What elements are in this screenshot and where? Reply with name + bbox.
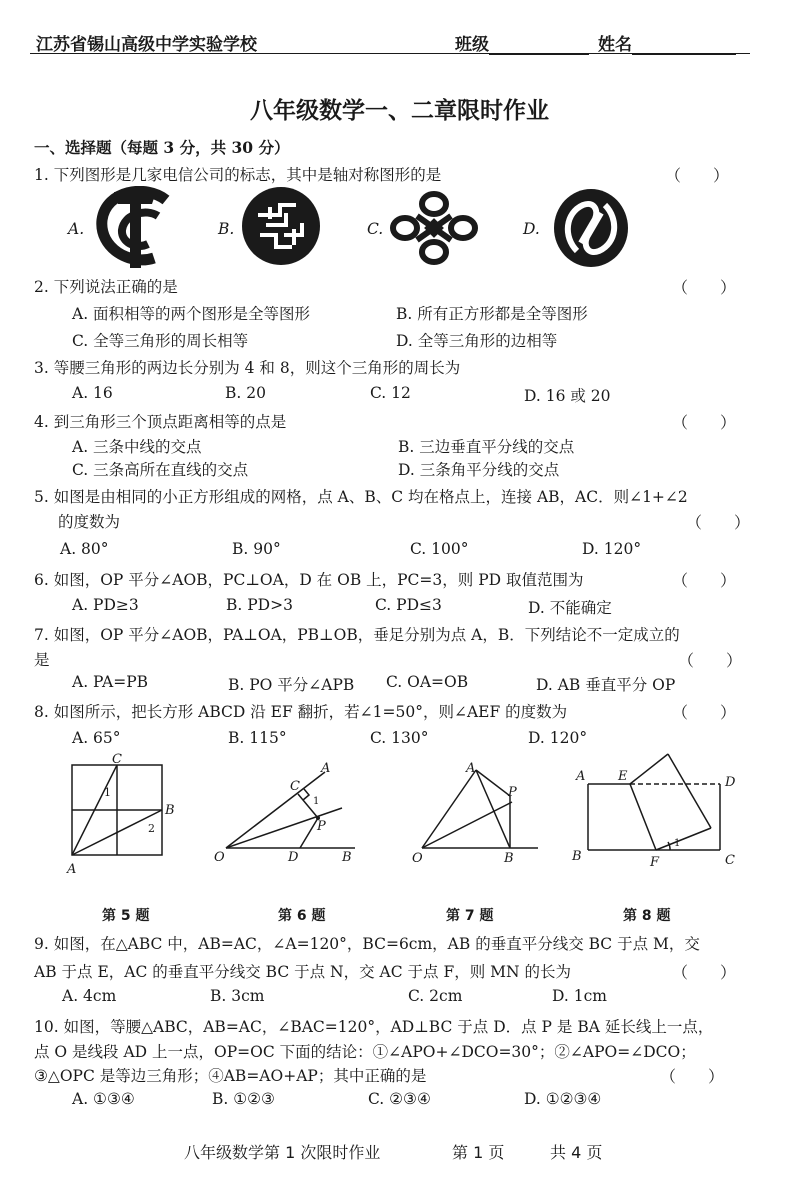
figure-5-caption: 第 5 题 xyxy=(102,908,150,924)
q6-option-d: D. 不能确定 xyxy=(528,599,612,617)
q1-stem: 1. 下列图形是几家电信公司的标志，其中是轴对称图形的是 xyxy=(34,166,442,184)
fig8-angle-1: 1 xyxy=(674,838,681,849)
q2-option-b: B. 所有正方形都是全等图形 xyxy=(396,305,588,323)
q7-stem-line2: 是 xyxy=(34,651,50,669)
q6-option-c: C. PD≤3 xyxy=(375,596,442,614)
fig5-label-b: B xyxy=(165,803,175,818)
q4-option-b: B. 三边垂直平分线的交点 xyxy=(398,438,575,456)
figure-6-caption: 第 6 题 xyxy=(278,908,326,924)
q9-stem-line2: AB 于点 E，AC 的垂直平分线交 BC 于点 N，交 AC 于点 F，则 MN 的长为 xyxy=(34,963,571,981)
q5-stem-line2: 的度数为 xyxy=(58,513,121,531)
class-label: 班级 xyxy=(455,35,489,55)
q8-option-b: B. 115° xyxy=(228,729,287,747)
class-field xyxy=(455,30,589,55)
q9-option-b: B. 3cm xyxy=(210,987,265,1005)
q2-answer-paren: （ ） xyxy=(672,278,737,297)
section-heading: 一、选择题（每题 3 分，共 30 分） xyxy=(34,138,290,157)
q3-option-b: B. 20 xyxy=(225,384,266,402)
q3-option-c: C. 12 xyxy=(370,384,411,402)
q10-answer-paren: （ ） xyxy=(660,1067,725,1086)
q6-option-b: B. PD>3 xyxy=(226,596,293,614)
name-label: 姓名 xyxy=(598,35,632,55)
q1-option-a: A. xyxy=(68,220,85,238)
q3-option-a: A. 16 xyxy=(72,384,113,402)
footer-total-pages: 共 4 页 xyxy=(550,1143,603,1162)
q4-stem: 4. 到三角形三个顶点距离相等的点是 xyxy=(34,413,287,431)
fig8-label-a: A xyxy=(576,769,586,784)
fig8-label-f: F xyxy=(650,855,660,870)
q4-answer-paren: （ ） xyxy=(672,413,737,432)
fig8-label-e: E xyxy=(618,769,628,784)
q9-answer-paren: （ ） xyxy=(672,963,737,982)
fig6-label-a: A xyxy=(321,761,331,776)
q9-option-c: C. 2cm xyxy=(408,987,463,1005)
q3-option-d: D. 16 或 20 xyxy=(524,387,611,405)
q1-answer-paren: （ ） xyxy=(665,166,730,185)
q8-option-d: D. 120° xyxy=(528,729,588,747)
fig8-label-c: C xyxy=(725,853,735,868)
fig5-angle-2: 2 xyxy=(148,822,155,835)
logo-b-image xyxy=(240,185,322,267)
q10-option-c: C. ②③④ xyxy=(368,1090,431,1108)
logo-a-image xyxy=(96,186,176,270)
fig6-label-p: P xyxy=(317,819,326,834)
fig5-angle-1: 1 xyxy=(104,786,111,799)
fig6-label-b: B xyxy=(342,850,352,865)
figure-8-caption: 第 8 题 xyxy=(623,908,671,924)
q9-option-d: D. 1cm xyxy=(552,987,607,1005)
q5-answer-paren: （ ） xyxy=(686,513,751,532)
q10-stem-line2: 点 O 是线段 AD 上一点，OP=OC 下面的结论：①∠APO+∠DCO=30°；②∠APO=∠DCO； xyxy=(34,1043,696,1061)
figure-6 xyxy=(210,758,370,868)
class-blank xyxy=(489,54,589,55)
fig7-label-b: B xyxy=(504,851,514,866)
fig5-label-c: C xyxy=(112,752,122,767)
figure-5 xyxy=(62,752,184,878)
name-blank xyxy=(632,54,736,55)
fig5-label-a: A xyxy=(67,862,77,877)
q2-option-c: C. 全等三角形的周长相等 xyxy=(72,332,249,350)
q5-option-c: C. 100° xyxy=(410,540,469,558)
q5-stem-line1: 5. 如图是由相同的小正方形组成的网格，点 A、B、C 均在格点上，连接 AB，AC．则∠1+∠2 xyxy=(34,488,688,506)
q9-stem-line1: 9. 如图，在△ABC 中，AB=AC，∠A=120°，BC=6cm，AB 的垂直平分线交 BC 于点 M，交 xyxy=(34,935,700,953)
q4-option-c: C. 三条高所在直线的交点 xyxy=(72,461,249,479)
header-rule xyxy=(30,53,750,54)
logo-c-image xyxy=(389,190,479,266)
q2-option-d: D. 全等三角形的边相等 xyxy=(396,332,558,350)
q10-stem-line3: ③△OPC 是等边三角形；④AB=AO+AP；其中正确的是 xyxy=(34,1067,427,1085)
fig7-label-a: A xyxy=(466,761,476,776)
footer-title: 八年级数学第 1 次限时作业 xyxy=(184,1143,381,1162)
fig8-label-b: B xyxy=(572,849,582,864)
q10-option-d: D. ①②③④ xyxy=(524,1090,602,1108)
q5-option-b: B. 90° xyxy=(232,540,281,558)
q1-option-d: D. xyxy=(523,220,540,238)
q8-stem: 8. 如图所示，把长方形 ABCD 沿 EF 翻折，若∠1=50°，则∠AEF 的度数为 xyxy=(34,703,568,721)
q7-option-d: D. AB 垂直平分 OP xyxy=(536,676,676,694)
q7-option-c: C. OA=OB xyxy=(386,673,469,691)
q7-option-a: A. PA=PB xyxy=(72,673,149,691)
q8-option-a: A. 65° xyxy=(72,729,121,747)
q4-option-a: A. 三条中线的交点 xyxy=(72,438,202,456)
q7-answer-paren: （ ） xyxy=(678,651,743,670)
figure-8 xyxy=(566,750,746,874)
q5-option-d: D. 120° xyxy=(582,540,642,558)
q3-stem: 3. 等腰三角形的两边长分别为 4 和 8，则这个三角形的周长为 xyxy=(34,359,461,377)
fig6-label-d: D xyxy=(288,850,299,865)
fig7-label-o: O xyxy=(412,851,423,866)
q6-option-a: A. PD≥3 xyxy=(72,596,139,614)
fig6-angle-1: 1 xyxy=(313,796,320,807)
q10-option-a: A. ①③④ xyxy=(72,1090,135,1108)
q6-stem: 6. 如图，OP 平分∠AOB，PC⊥OA，D 在 OB 上，PC=3，则 PD 取值范围为 xyxy=(34,571,584,589)
fig6-label-c: C xyxy=(290,779,300,794)
q4-option-d: D. 三条角平分线的交点 xyxy=(398,461,560,479)
q2-option-a: A. 面积相等的两个图形是全等图形 xyxy=(72,305,311,323)
q10-stem-line1: 10. 如图，等腰△ABC，AB=AC，∠BAC=120°，AD⊥BC 于点 D．点 P 是 BA 延长线上一点， xyxy=(34,1018,714,1036)
fig8-label-d: D xyxy=(725,775,736,790)
q8-answer-paren: （ ） xyxy=(672,703,737,722)
fig7-label-p: P xyxy=(508,785,517,800)
name-field xyxy=(598,30,736,55)
q10-option-b: B. ①②③ xyxy=(212,1090,275,1108)
q2-stem: 2. 下列说法正确的是 xyxy=(34,278,178,296)
q7-option-b: B. PO 平分∠APB xyxy=(228,676,355,694)
footer-page-number: 第 1 页 xyxy=(452,1143,505,1162)
q1-option-b: B. xyxy=(218,220,235,238)
figure-7 xyxy=(410,756,550,868)
q6-answer-paren: （ ） xyxy=(672,571,737,590)
q5-option-a: A. 80° xyxy=(60,540,109,558)
q8-option-c: C. 130° xyxy=(370,729,429,747)
page-title: 八年级数学一、二章限时作业 xyxy=(250,98,549,124)
q1-option-c: C. xyxy=(367,220,384,238)
school-name: 江苏省锡山高级中学实验学校 xyxy=(36,35,257,55)
fig6-label-o: O xyxy=(214,850,225,865)
q7-stem-line1: 7. 如图，OP 平分∠AOB，PA⊥OA，PB⊥OB，垂足分别为点 A，B．下列结论不一定成立的 xyxy=(34,626,680,644)
q9-option-a: A. 4cm xyxy=(62,987,117,1005)
logo-d-image xyxy=(551,187,631,269)
figure-7-caption: 第 7 题 xyxy=(446,908,494,924)
